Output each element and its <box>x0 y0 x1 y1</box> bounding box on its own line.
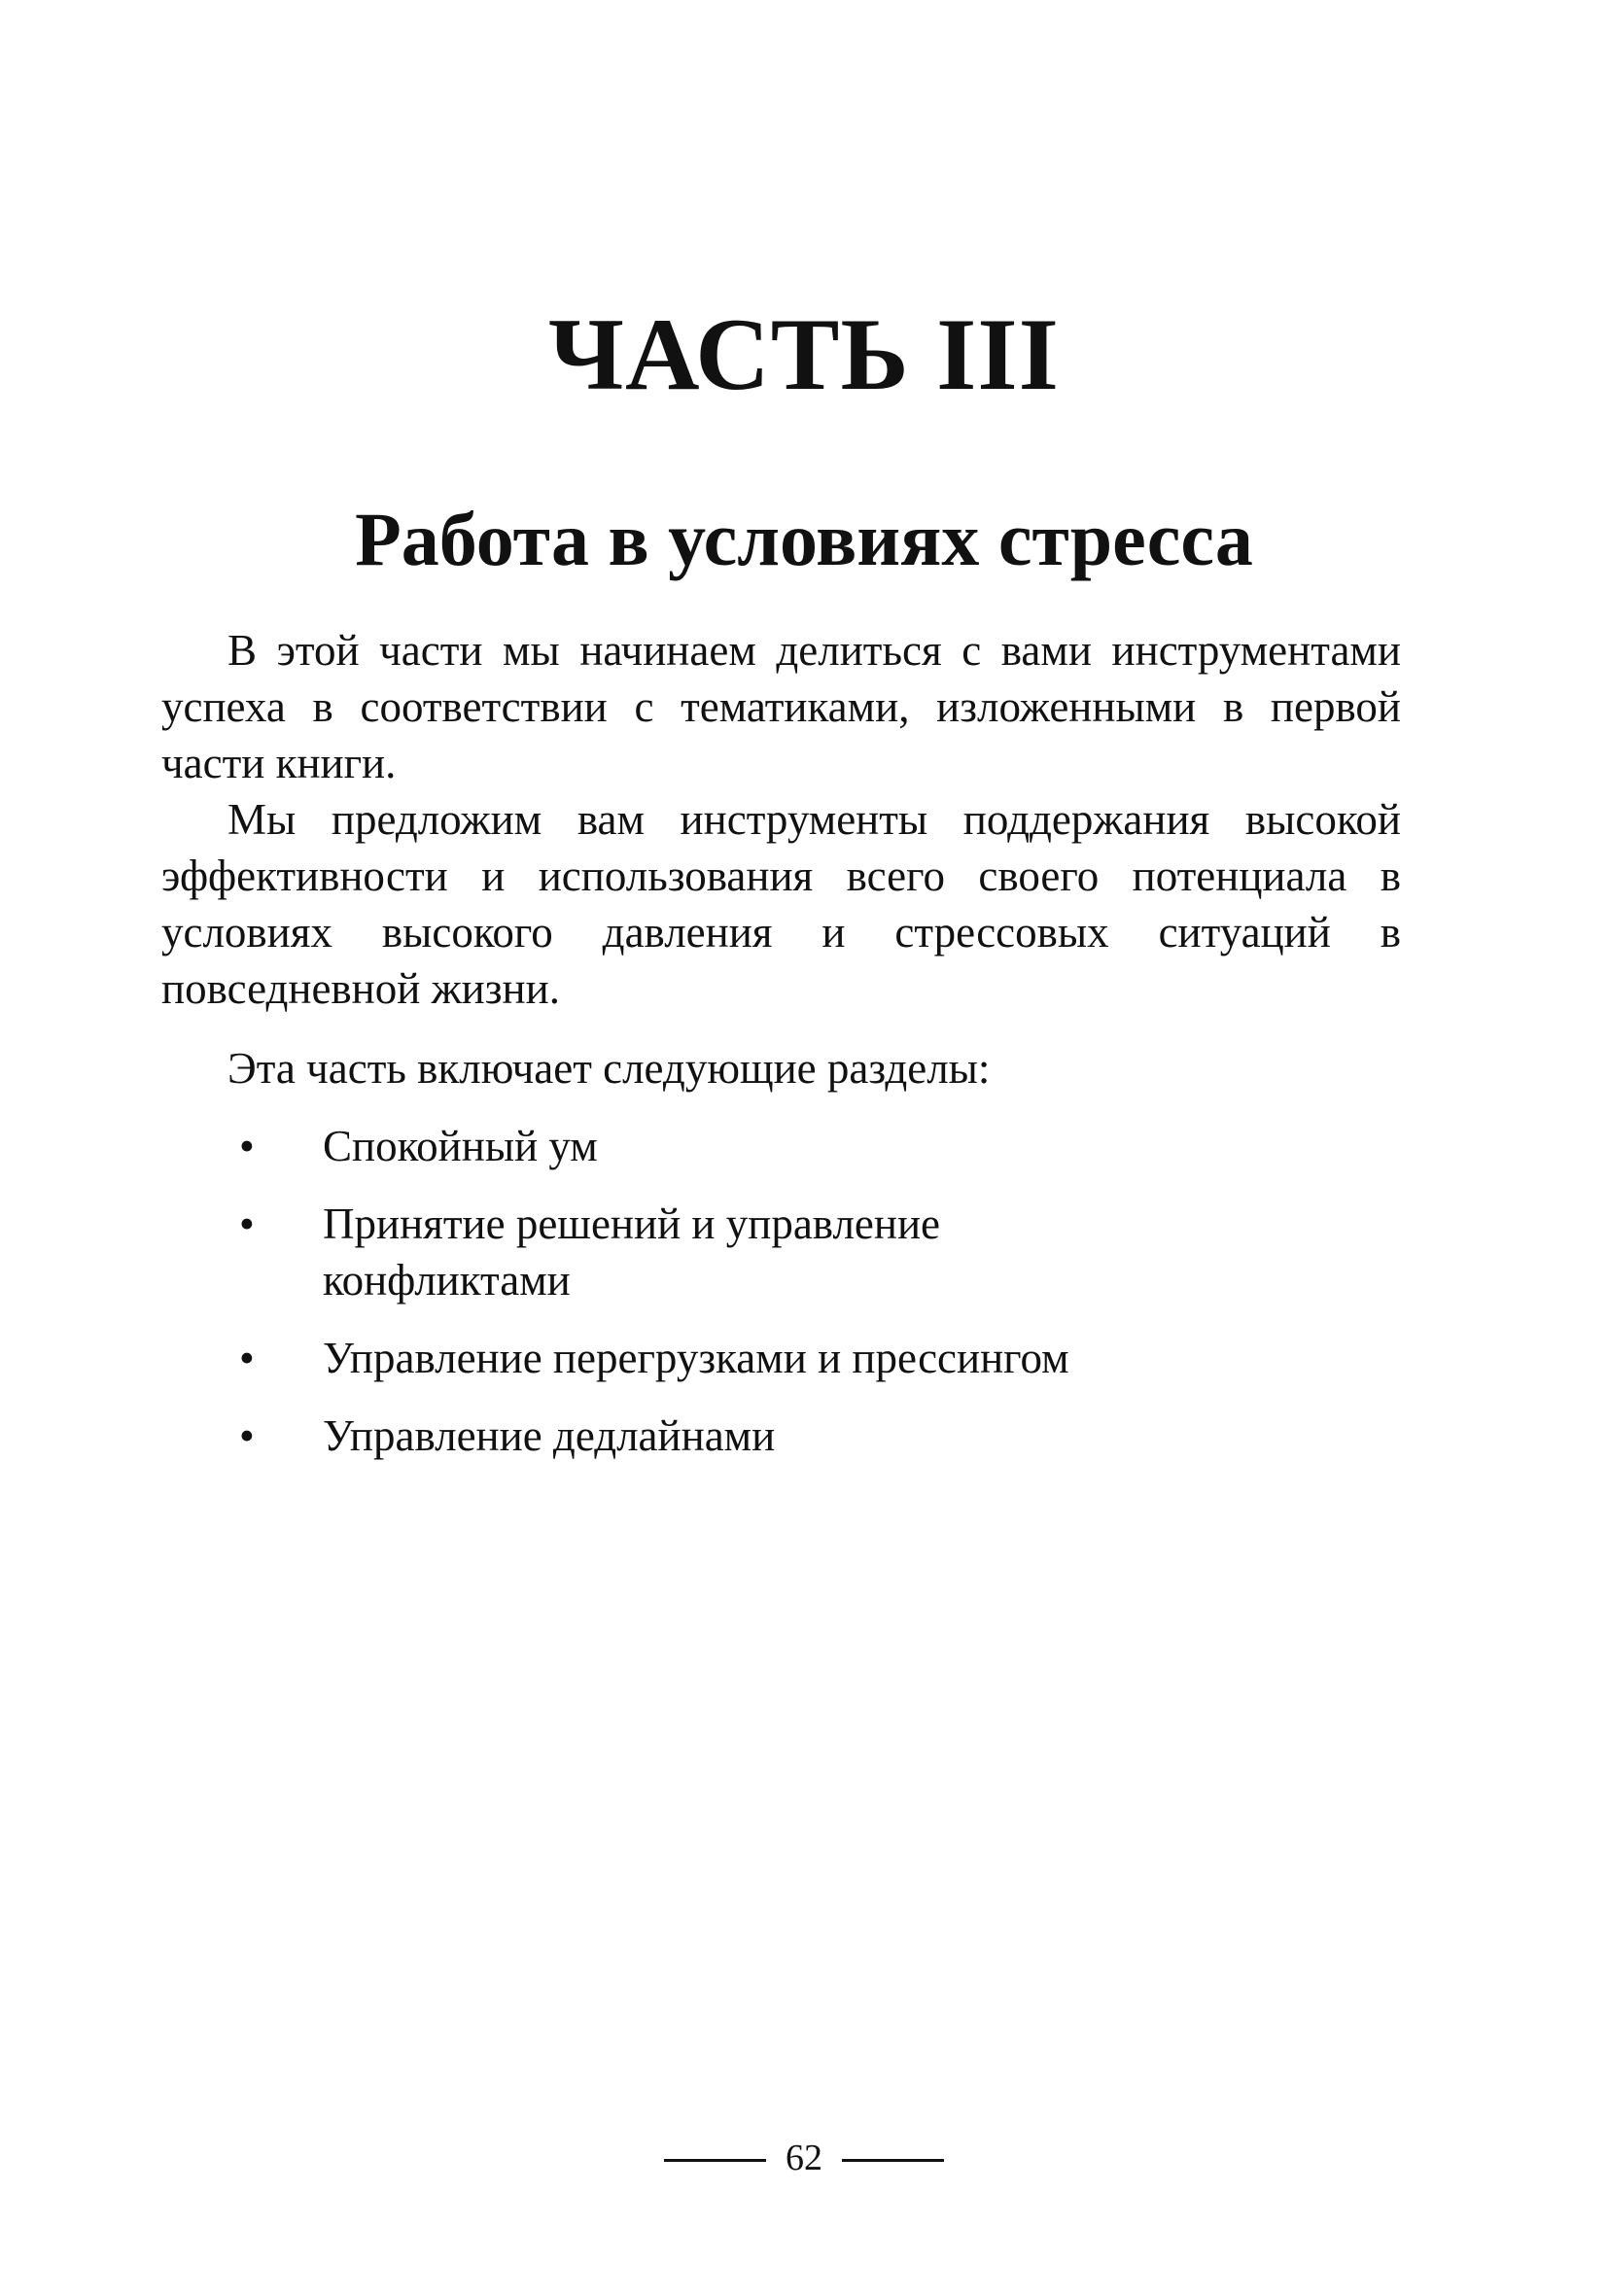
footer-rule-left <box>664 2159 766 2162</box>
list-item <box>161 1408 1198 1464</box>
body-text <box>161 622 1401 1485</box>
list-item <box>161 1330 1198 1386</box>
list-item-label: Спокойный ум <box>323 1122 598 1170</box>
footer-rule-right <box>842 2159 944 2162</box>
page-number: 62 <box>786 2138 822 2178</box>
list-item-label: Управление дедлайнами <box>323 1411 776 1460</box>
paragraph-2: Мы предложим вам инструменты поддержания высокой эффективности и использования всего своего потенциала в условиях высокого давления и стрессовых ситуаций в повседневной жизни. <box>161 795 1401 1013</box>
bullet-icon: • <box>239 1122 255 1170</box>
sections-list <box>161 1118 1401 1464</box>
list-item <box>161 1118 1198 1174</box>
bullet-icon: • <box>239 1411 255 1460</box>
list-item <box>161 1196 1198 1308</box>
list-item-label: Принятие решений и управление конфликтами <box>323 1200 941 1305</box>
list-item-label: Управление перегрузками и прессингом <box>323 1334 1069 1382</box>
bullet-icon: • <box>239 1200 255 1248</box>
page-footer <box>0 2129 1608 2187</box>
list-intro: Эта часть включает следующие разделы: <box>227 1044 991 1093</box>
section-title: Работа в условиях стресса <box>355 497 1253 581</box>
paragraph-1: В этой части мы начинаем делиться с вами инструментами успеха в соответствии с тематиками, изложенными в первой части книги. <box>161 626 1401 787</box>
bullet-icon: • <box>239 1334 255 1382</box>
part-title: ЧАСТЬ III <box>548 297 1060 411</box>
